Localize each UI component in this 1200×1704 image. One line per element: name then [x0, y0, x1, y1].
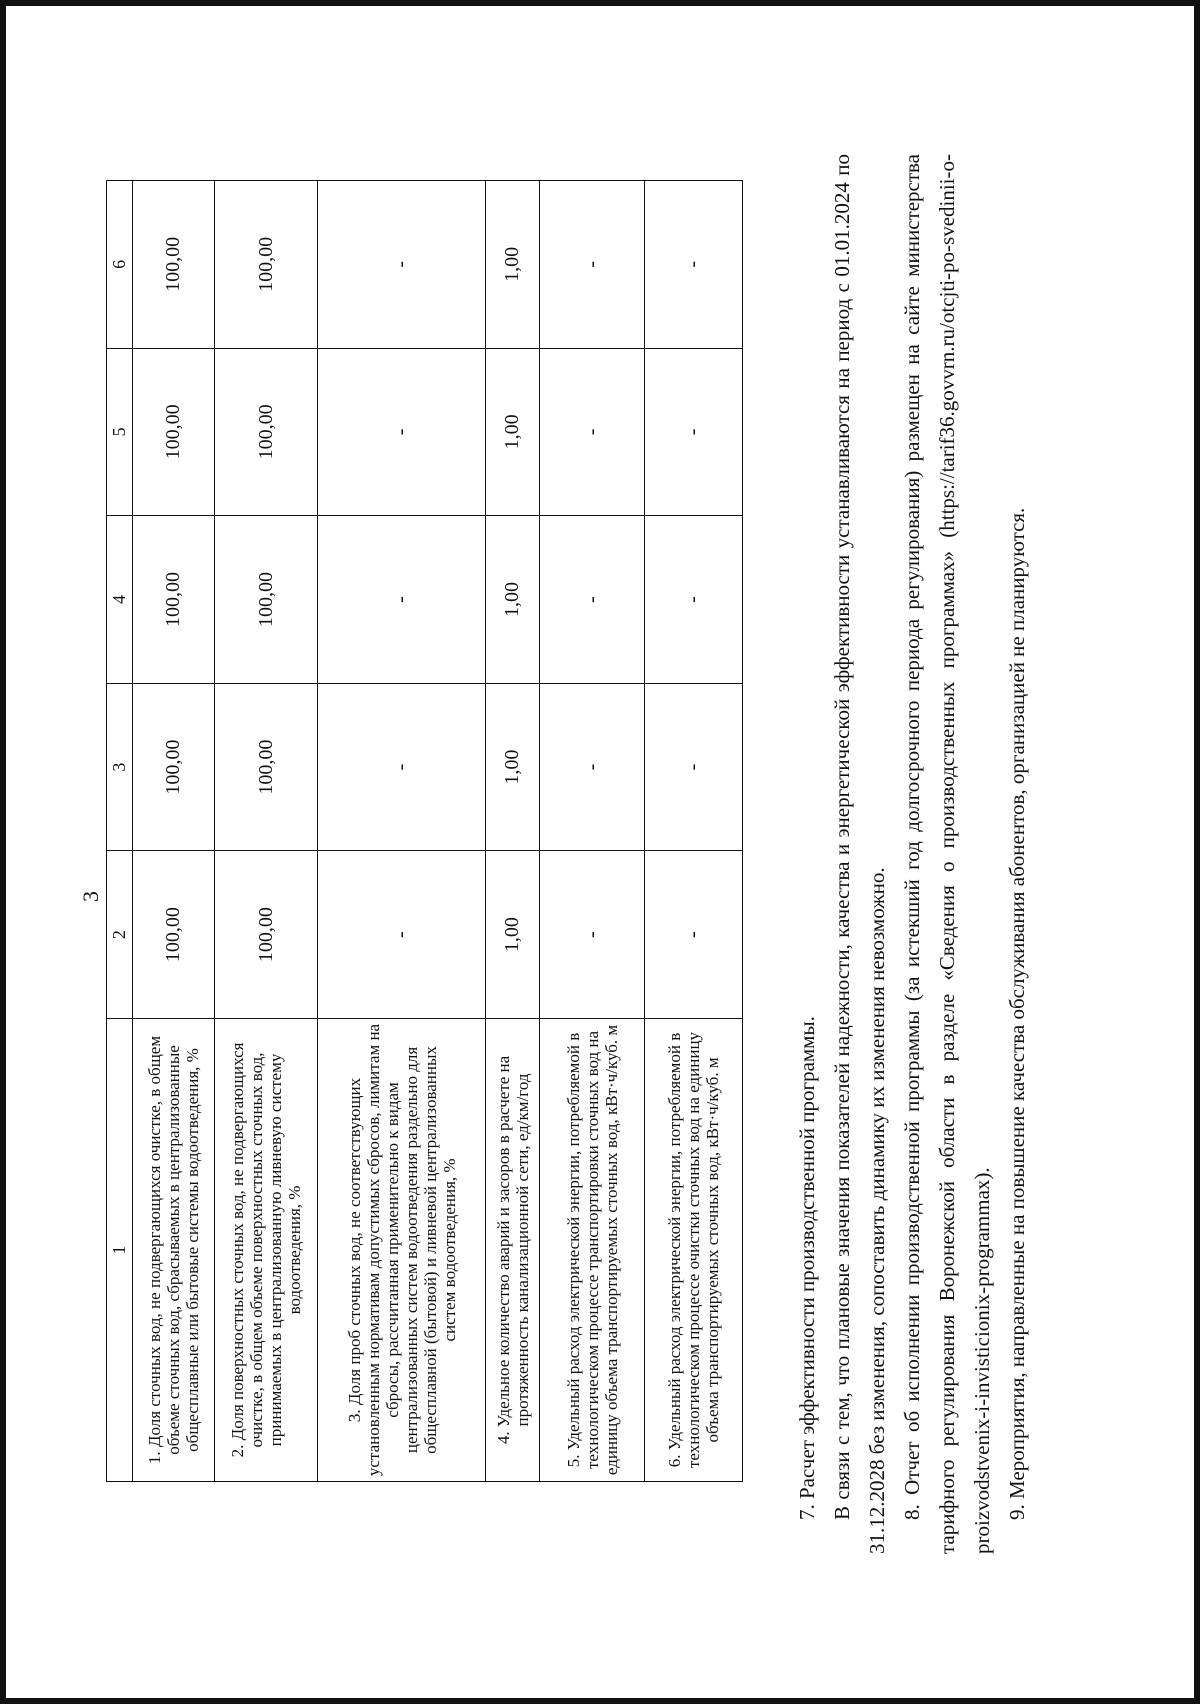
indicator-cell: 4. Удельное количество аварий и засоров в расчете на протяженность канализационной сети, ед/км/год: [486, 1018, 540, 1481]
value-cell: 100,00: [215, 516, 318, 684]
body-text: [790, 154, 1035, 1554]
table-row: [318, 181, 486, 1482]
value-cell: -: [645, 683, 743, 851]
value-cell: -: [540, 851, 645, 1019]
value-cell: 1,00: [486, 348, 540, 516]
value-cell: -: [318, 683, 486, 851]
page-number: 3: [78, 891, 103, 902]
column-header: 4: [107, 516, 133, 684]
table-row: [540, 181, 645, 1482]
paragraph-section-8: 8. Отчет об исполнении производственной программы (за истекший год долгосрочного периода регулирования) размещен на сайте министерства тарифного регулирования Воронежской области в разделе «Сведения о производственных программах» (https://tarif36.govvrn.ru/otcjti-po-svedinii-o-proizvodstvenix-i-invisticionix-programmax).: [900, 154, 994, 1554]
table-row: [645, 181, 743, 1482]
paragraph-section-9: 9. Мероприятия, направленные на повышение качества обслуживания абонентов, организацией не планируются.: [1005, 507, 1029, 1520]
value-cell: 100,00: [133, 516, 215, 684]
value-cell: -: [645, 851, 743, 1019]
value-cell: 100,00: [215, 683, 318, 851]
value-cell: -: [540, 516, 645, 684]
value-cell: 1,00: [486, 851, 540, 1019]
column-header: 5: [107, 348, 133, 516]
indicator-cell: 5. Удельный расход электрической энергии, потребляемой в технологическом процессе транспортировки сточных вод на единицу объема транспортируемых сточных вод, кВт·ч/куб. м: [540, 1018, 645, 1481]
value-cell: -: [645, 348, 743, 516]
value-cell: -: [318, 348, 486, 516]
value-cell: 100,00: [133, 683, 215, 851]
column-header: 6: [107, 181, 133, 349]
table-row: [215, 181, 318, 1482]
value-cell: 1,00: [486, 516, 540, 684]
table-row: [133, 181, 215, 1482]
value-cell: -: [318, 181, 486, 349]
value-cell: -: [645, 181, 743, 349]
value-cell: -: [318, 516, 486, 684]
indicators-table: [106, 180, 743, 1482]
paragraph-section-7: 7. Расчет эффективности производственной программы.: [795, 1016, 819, 1520]
indicator-cell: 2. Доля поверхностных сточных вод, не подвергающихся очистке, в общем объеме поверхностных сточных вод, принимаемых в централизованную ливневую систему водоотведения, %: [215, 1018, 318, 1481]
column-header: 3: [107, 683, 133, 851]
value-cell: 100,00: [133, 851, 215, 1019]
value-cell: -: [540, 683, 645, 851]
value-cell: -: [540, 181, 645, 349]
column-header: 1: [107, 1018, 133, 1481]
table-header-row: [107, 181, 133, 1482]
value-cell: -: [318, 851, 486, 1019]
table-row: [486, 181, 540, 1482]
value-cell: 100,00: [215, 851, 318, 1019]
value-cell: 1,00: [486, 683, 540, 851]
paragraph-efficiency-note: В связи с тем, что плановые значения показателей надежности, качества и энергетической эффективности устанавливаются на период с 01.01.2024 по 31.12.2028 без изменения, сопоставить динамику их изменения невозможно.: [830, 154, 889, 1554]
value-cell: 100,00: [133, 348, 215, 516]
value-cell: -: [645, 516, 743, 684]
value-cell: 100,00: [133, 181, 215, 349]
indicator-cell: 6. Удельный расход электрической энергии, потребляемой в технологическом процессе очистки сточных вод на единицу объема транспортируемых сточных вод, кВт·ч/куб. м: [645, 1018, 743, 1481]
value-cell: 1,00: [486, 181, 540, 349]
indicator-cell: 3. Доля проб сточных вод, не соответствующих установленным нормативам допустимых сбросов, лимитам на сбросы, рассчитанная применительно к видам централизованных систем водоотведения раздельно для общесплавной (бытовой) и ливневой централизованных систем водоотведения, %: [318, 1018, 486, 1481]
value-cell: 100,00: [215, 348, 318, 516]
column-header: 2: [107, 851, 133, 1019]
value-cell: -: [540, 348, 645, 516]
indicator-cell: 1. Доля сточных вод, не подвергающихся очистке, в общем объеме сточных вод, сбрасываемых в централизованные общесплавные или бытовые системы водоотведения, %: [133, 1018, 215, 1481]
value-cell: 100,00: [215, 181, 318, 349]
